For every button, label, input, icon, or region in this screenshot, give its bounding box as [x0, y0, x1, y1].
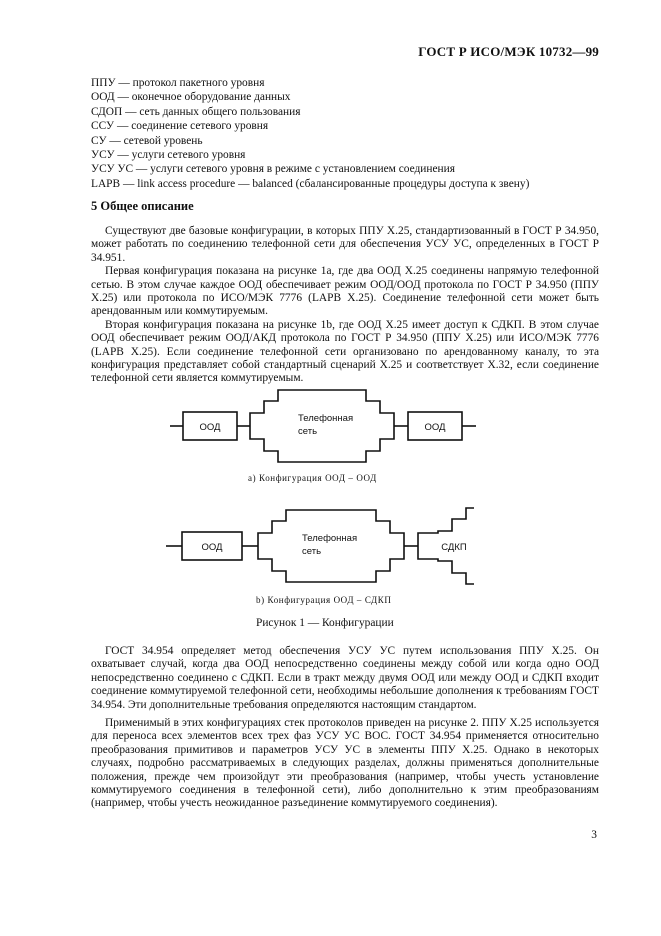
body-text-bottom — [91, 645, 599, 811]
figure-caption: Рисунок 1 — Конфигурации — [256, 617, 394, 629]
dte-right-label: ООД — [424, 422, 446, 433]
network-label-line1: Телефонная — [298, 413, 354, 424]
figure-1a-caption: a) Конфигурация ООД – ООД — [248, 473, 377, 483]
abbreviation-list — [91, 76, 529, 191]
abbreviation-item: СДОП — сеть данных общего пользования — [91, 105, 301, 118]
telephone-network-shape — [250, 390, 394, 462]
abbreviation-item: ССУ — соединение сетевого уровня — [91, 120, 269, 133]
paragraph: Существуют две базовые конфигурации, в которых ППУ Х.25, стандартизованный в ГОСТ Р 34.950, может работать по соединению телефонной сети для обеспечения УСУ УС, определенных в ГОСТ Р 34.951. — [91, 225, 599, 264]
section-title: 5 Общее описание — [91, 199, 194, 213]
abbreviation-item: LAPB — link access procedure — balanced (сбалансированные процедуры доступа к звену) — [91, 177, 530, 190]
abbreviation-item: УСУ — услуги сетевого уровня — [91, 149, 246, 162]
figure-1b-diagram — [0, 506, 661, 586]
paragraph: Применимый в этих конфигурациях стек протоколов приведен на рисунке 2. ППУ Х.25 используется для переноса всех элементов всех трех фаз УСУ УС ВОС. ГОСТ 34.954 применяется относительно преобразования примитивов и параметров УСУ УС в элементы ППУ Х.25. Однако в некоторых случаях, подробно рассматриваемых в следующих разделах, должны применяться дополнительные положения, прежде чем произойдут эти преобразования (например, чтобы учесть установление коммутируемого соединения в телефонной сети), либо дополнительно к этим преобразованиям (например, чтобы учесть неожиданное разъединение коммутируемого соединения). — [91, 717, 599, 810]
page-number: 3 — [591, 829, 597, 841]
network-label-line2: сеть — [298, 426, 318, 437]
pdn-label: СДКП — [441, 542, 467, 553]
network-label-line1: Телефонная — [302, 533, 358, 544]
document-header: ГОСТ Р ИСО/МЭК 10732—99 — [418, 44, 599, 59]
paragraph: Первая конфигурация показана на рисунке 1a, где два ООД Х.25 соединены напрямую телефонной сетью. В этом случае каждое ООД обеспечивает режим ООД/ООД протокола по ГОСТ Р 34.950 (ППУ Х.25) или протокола по ИСО/МЭК 7776 (LAPB Х.25). Соединение телефонной сети может быть арендованным или коммутируемым. — [91, 265, 599, 318]
paragraph: ГОСТ 34.954 определяет метод обеспечения УСУ УС путем использования ППУ Х.25. Он охватывает случай, когда два ООД непосредственно соединены между собой или когда одно ООД непосредственно соединено с СДКП. Если в тракт между двумя ООД или между ООД и СДКП входит соединение коммутируемой телефонной сети, необходимы небольшие дополнения к требованиям ГОСТ 34.954. Эти дополнительные требования определяются настоящим стандартом. — [91, 645, 599, 711]
abbreviation-item: ООД — оконечное оборудование данных — [91, 91, 291, 104]
intro-text — [91, 225, 599, 386]
dte-left-label: ООД — [199, 422, 221, 433]
figure-1a-diagram — [0, 386, 661, 466]
dte-label: ООД — [201, 542, 223, 553]
abbreviation-item: УСУ УС — услуги сетевого уровня в режиме с установлением соединения — [91, 163, 455, 176]
figure-1b-caption: b) Конфигурация ООД – СДКП — [256, 595, 392, 605]
abbreviation-item: ППУ — протокол пакетного уровня — [91, 77, 265, 89]
network-label-line2: сеть — [302, 546, 322, 557]
abbreviation-item: СУ — сетевой уровень — [91, 134, 203, 147]
telephone-network-shape — [258, 510, 404, 582]
paragraph: Вторая конфигурация показана на рисунке 1b, где ООД Х.25 имеет доступ к СДКП. В этом случае ООД обеспечивает режим ООД/АКД протокола по ГОСТ Р 34.950 (ППУ Х.25) или ИСО/МЭК 7776 (LAPB Х.25). Если соединение телефонной сети организовано по арендованному каналу, то эта конфигурация представляет собой стандартный сценарий Х.25 и соответствует Х.32, если соединение телефонной сети является коммутируемым. — [91, 318, 599, 385]
